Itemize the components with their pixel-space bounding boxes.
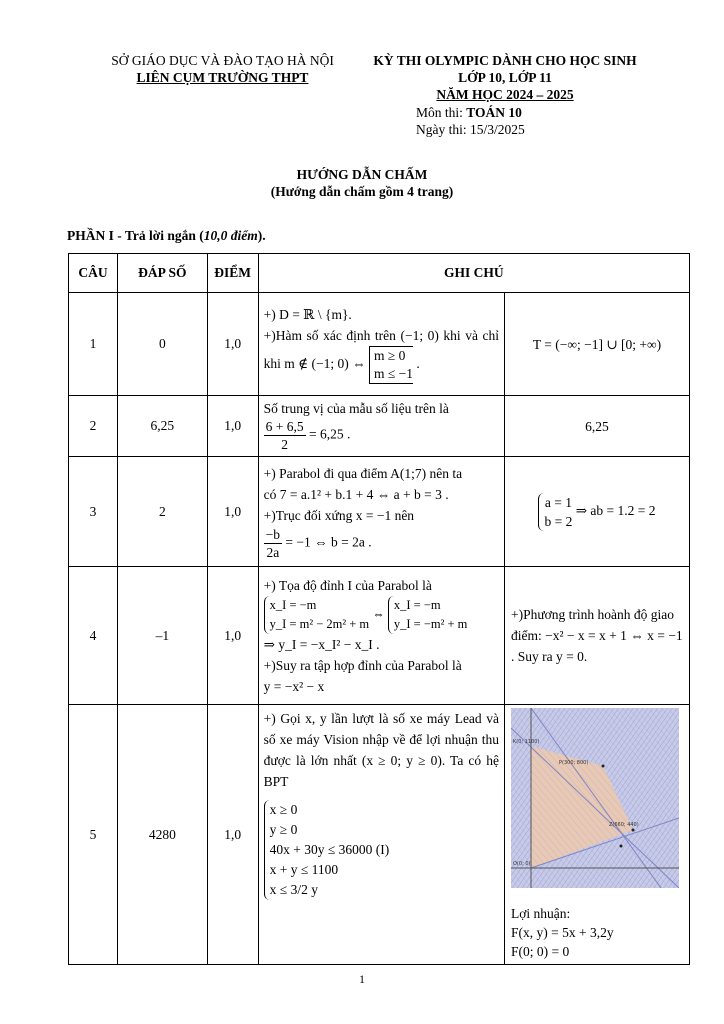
point-z [631, 829, 634, 832]
exam-name: KỲ THI OLYMPIC DÀNH CHO HỌC SINH [373, 53, 637, 68]
cell-extra [504, 705, 689, 965]
cell-diem: 1,0 [207, 705, 258, 965]
cell-cau: 3 [69, 457, 118, 567]
col-header-dap-so: ĐÁP SỐ [117, 254, 207, 293]
cell-diem: 1,0 [207, 293, 258, 396]
cell-dap-so: 4280 [117, 705, 207, 965]
doc-title: HƯỚNG DẪN CHẤM [296, 167, 428, 182]
label-k: K(0; 1100) [512, 739, 540, 745]
cell-note: +) Tọa độ đỉnh I của Parabol là x_I = −m y_I = m² − 2m² + m ⇔ x_I = −m y_I = −m² + m ⇒ y_I = −x_I² − x_I . +)Suy ra tập hợp đỉnh của Parabol là y = −x² − x [258, 567, 504, 705]
cell-diem: 1,0 [207, 567, 258, 705]
cell-note: Số trung vị của mẫu số liệu trên là $\frac{6 + 6,5}{2}$ = 6,25 . [258, 396, 504, 457]
cell-diem: 1,0 [207, 457, 258, 567]
table-row [69, 396, 690, 457]
col-header-cau: CÂU [69, 254, 118, 293]
page-number: 1 [359, 972, 365, 986]
point-p [601, 765, 604, 768]
graph-hatch [511, 708, 679, 888]
profit-at-origin: F(0; 0) = 0 [510, 944, 570, 959]
table-row [69, 293, 690, 396]
exam-subject: Môn thi: TOÁN 10 [416, 105, 522, 120]
header-right [360, 52, 650, 103]
col-header-diem: ĐIỂM [207, 254, 258, 293]
label-p: P(300; 800) [558, 760, 589, 766]
exam-date: Ngày thi: 15/3/2025 [416, 122, 525, 137]
point-extra [619, 845, 622, 848]
profit-function: F(x, y) = 5x + 3,2y [510, 925, 614, 940]
cell-note: +) Gọi x, y lần lượt là số xe máy Lead và số xe máy Vision nhập về để lợi nhuận thu được là lớn nhất (x ≥ 0; y ≥ 0). Ta có hệ BPT x ≥ 0 y ≥ 0 40x + 30y ≤ 36000 (I) x + y ≤ 1100 x ≤ 3/2 y [258, 705, 504, 965]
feasible-region-graph [511, 708, 679, 888]
cell-cau: 5 [69, 705, 118, 965]
label-o: O(0; 0) [512, 861, 531, 867]
table-header-row [69, 254, 690, 293]
cell-note: +) D = ℝ \ {m}. +)Hàm số xác định trên (−1; 0) khi và chỉ khi m ∉ (−1; 0) ⇔ m ≥ 0 m ≤ −1 . [258, 293, 504, 396]
label-z: Z(660; 440) [608, 822, 639, 828]
cell-extra: +)Phương trình hoành độ giao điểm: −x² − x = x + 1 ⇔ x = −1 . Suy ra y = 0. [504, 567, 689, 705]
cell-dap-so: –1 [117, 567, 207, 705]
table-row [69, 567, 690, 705]
cell-cau: 2 [69, 396, 118, 457]
ministry-name: SỞ GIÁO DỤC VÀ ĐÀO TẠO HÀ NỘI [111, 53, 334, 68]
table-row [69, 457, 690, 567]
col-header-ghi-chu: GHI CHÚ [258, 254, 689, 293]
school-year: NĂM HỌC 2024 – 2025 [436, 87, 574, 102]
cell-cau: 4 [69, 567, 118, 705]
header-left [100, 52, 345, 86]
exam-grades: LỚP 10, LỚP 11 [458, 70, 552, 85]
profit-label: Lợi nhuận: [510, 906, 571, 921]
part-heading: PHẦN I - Trả lời ngắn (10,0 điểm). [67, 228, 266, 243]
cell-cau: 1 [69, 293, 118, 396]
table-row [69, 705, 690, 965]
cell-dap-so: 0 [117, 293, 207, 396]
answer-table [68, 253, 690, 965]
cell-diem: 1,0 [207, 396, 258, 457]
school-cluster: LIÊN CỤM TRƯỜNG THPT [136, 70, 309, 85]
cell-extra: a = 1 b = 2 ⇒ ab = 1.2 = 2 [504, 457, 689, 567]
cell-dap-so: 2 [117, 457, 207, 567]
cell-extra: 6,25 [504, 396, 689, 457]
cell-extra: T = (−∞; −1] ∪ [0; +∞) [504, 293, 689, 396]
cell-dap-so: 6,25 [117, 396, 207, 457]
doc-subtitle: (Hướng dẫn chấm gồm 4 trang) [270, 184, 454, 199]
cell-note: +) Parabol đi qua điểm A(1;7) nên ta có 7 = a.1² + b.1 + 4 ⇔ a + b = 3 . +)Trục đối xứng x = −1 nên $\frac{-b}{2a}$ = −1 ⇔ b = 2a . [258, 457, 504, 567]
